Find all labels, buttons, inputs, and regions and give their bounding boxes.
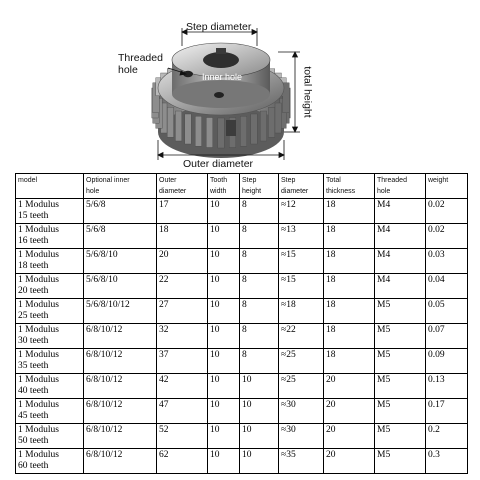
gear-tooth <box>260 111 266 141</box>
cell-model: 1 Modulus 20 teeth <box>16 274 84 299</box>
cell-step-diameter: ≈25 <box>279 349 324 374</box>
cell-threaded-hole: M4 <box>375 249 426 274</box>
cell-tooth-width: 10 <box>208 299 240 324</box>
cell-threaded-hole: M4 <box>375 274 426 299</box>
cell-model: 1 Modulus 45 teeth <box>16 399 84 424</box>
header-tooth-width: Tooth width <box>208 174 240 199</box>
cell-model: 1 Modulus 60 teeth <box>16 449 84 474</box>
cell-weight: 0.13 <box>426 374 468 399</box>
cell-step-diameter: ≈15 <box>279 249 324 274</box>
inner-hole-icon <box>203 52 239 68</box>
cell-outer-diameter: 20 <box>157 249 208 274</box>
gear-tooth <box>275 103 281 133</box>
cell-model: 1 Modulus 18 teeth <box>16 249 84 274</box>
cell-outer-diameter: 32 <box>157 324 208 349</box>
cell-tooth-width: 10 <box>208 224 240 249</box>
cell-tooth-width: 10 <box>208 449 240 474</box>
table-row <box>16 274 468 299</box>
cell-inner-hole: 6/8/10/12 <box>84 374 157 399</box>
cell-step-diameter: ≈15 <box>279 274 324 299</box>
cell-weight: 0.17 <box>426 399 468 424</box>
gear-tooth <box>175 111 181 141</box>
gear-tooth <box>240 116 246 146</box>
header-total-thickness: Total thickness <box>324 174 375 199</box>
cell-threaded-hole: M5 <box>375 424 426 449</box>
cell-step-diameter: ≈35 <box>279 449 324 474</box>
cell-weight: 0.09 <box>426 349 468 374</box>
cell-model: 1 Modulus 50 teeth <box>16 424 84 449</box>
cell-weight: 0.03 <box>426 249 468 274</box>
cell-model: 1 Modulus 16 teeth <box>16 224 84 249</box>
gear-tooth <box>195 116 201 146</box>
cell-inner-hole: 5/6/8 <box>84 224 157 249</box>
cell-weight: 0.02 <box>426 224 468 249</box>
cell-total-thickness: 20 <box>324 374 375 399</box>
cell-inner-hole: 6/8/10/12 <box>84 424 157 449</box>
table-row <box>16 349 468 374</box>
cell-inner-hole: 5/6/8/10 <box>84 274 157 299</box>
cell-total-thickness: 18 <box>324 224 375 249</box>
cell-outer-diameter: 62 <box>157 449 208 474</box>
cell-step-diameter: ≈13 <box>279 224 324 249</box>
cell-threaded-hole: M5 <box>375 399 426 424</box>
cell-outer-diameter: 37 <box>157 349 208 374</box>
table-row <box>16 424 468 449</box>
cell-total-thickness: 20 <box>324 424 375 449</box>
cell-step-height: 8 <box>240 199 279 224</box>
table-row <box>16 399 468 424</box>
outer-diameter-label: Outer diameter <box>183 158 254 170</box>
cell-tooth-width: 10 <box>208 374 240 399</box>
cell-model: 1 Modulus 30 teeth <box>16 324 84 349</box>
set-screw-icon <box>226 120 236 136</box>
table-row <box>16 374 468 399</box>
header-threaded-hole: Threaded hole <box>375 174 426 199</box>
header-model: model <box>16 174 84 199</box>
cell-total-thickness: 18 <box>324 274 375 299</box>
gear-tooth <box>251 114 257 144</box>
table-row <box>16 224 468 249</box>
cell-outer-diameter: 47 <box>157 399 208 424</box>
cell-outer-diameter: 52 <box>157 424 208 449</box>
cell-model: 1 Modulus 25 teeth <box>16 299 84 324</box>
cell-outer-diameter: 27 <box>157 299 208 324</box>
cell-step-diameter: ≈18 <box>279 299 324 324</box>
cell-step-height: 10 <box>240 449 279 474</box>
cell-step-height: 10 <box>240 424 279 449</box>
table-row <box>16 324 468 349</box>
threaded-hole-label-line2: hole <box>118 64 138 76</box>
cell-step-height: 8 <box>240 274 279 299</box>
gear-tooth <box>167 107 173 137</box>
gear-tooth <box>268 107 274 137</box>
header-optional-inner-hole: Optional inner hole <box>84 174 157 199</box>
cell-tooth-width: 10 <box>208 324 240 349</box>
header-step-height: Step height <box>240 174 279 199</box>
cell-total-thickness: 18 <box>324 324 375 349</box>
gear-tooth <box>206 118 212 148</box>
cell-step-diameter: ≈30 <box>279 424 324 449</box>
cell-tooth-width: 10 <box>208 274 240 299</box>
cell-threaded-hole: M5 <box>375 349 426 374</box>
table-row <box>16 449 468 474</box>
cell-step-height: 10 <box>240 374 279 399</box>
cell-total-thickness: 18 <box>324 199 375 224</box>
cell-total-thickness: 20 <box>324 399 375 424</box>
cell-inner-hole: 5/6/8/10/12 <box>84 299 157 324</box>
cell-weight: 0.05 <box>426 299 468 324</box>
cell-step-diameter: ≈22 <box>279 324 324 349</box>
cell-weight: 0.3 <box>426 449 468 474</box>
cell-step-height: 8 <box>240 224 279 249</box>
cell-total-thickness: 18 <box>324 299 375 324</box>
cell-step-diameter: ≈30 <box>279 399 324 424</box>
cell-step-height: 8 <box>240 299 279 324</box>
table-row <box>16 249 468 274</box>
cell-threaded-hole: M4 <box>375 224 426 249</box>
cell-threaded-hole: M5 <box>375 324 426 349</box>
cell-inner-hole: 5/6/8/10 <box>84 249 157 274</box>
inner-hole-label: Inner hole <box>202 72 243 82</box>
cell-outer-diameter: 42 <box>157 374 208 399</box>
threaded-hole-icon-front <box>214 92 224 98</box>
cell-outer-diameter: 22 <box>157 274 208 299</box>
cell-inner-hole: 6/8/10/12 <box>84 324 157 349</box>
step-diameter-label: Step diameter <box>186 21 252 33</box>
cell-weight: 0.02 <box>426 199 468 224</box>
cell-step-height: 10 <box>240 399 279 424</box>
cell-tooth-width: 10 <box>208 249 240 274</box>
cell-model: 1 Modulus 40 teeth <box>16 374 84 399</box>
cell-inner-hole: 6/8/10/12 <box>84 449 157 474</box>
cell-tooth-width: 10 <box>208 424 240 449</box>
cell-step-height: 8 <box>240 249 279 274</box>
cell-model: 1 Modulus 15 teeth <box>16 199 84 224</box>
cell-step-diameter: ≈25 <box>279 374 324 399</box>
gear-tooth <box>185 114 191 144</box>
spec-table <box>15 173 468 474</box>
table-row <box>16 299 468 324</box>
cell-weight: 0.07 <box>426 324 468 349</box>
cell-weight: 0.2 <box>426 424 468 449</box>
threaded-hole-label-line1: Threaded <box>118 52 163 64</box>
total-height-label: total height <box>301 66 314 118</box>
cell-total-thickness: 20 <box>324 449 375 474</box>
cell-inner-hole: 5/6/8 <box>84 199 157 224</box>
cell-outer-diameter: 18 <box>157 224 208 249</box>
cell-step-height: 8 <box>240 324 279 349</box>
header-weight: weight <box>426 174 468 199</box>
cell-outer-diameter: 17 <box>157 199 208 224</box>
cell-tooth-width: 10 <box>208 349 240 374</box>
table-row <box>16 199 468 224</box>
cell-inner-hole: 6/8/10/12 <box>84 399 157 424</box>
cell-threaded-hole: M5 <box>375 299 426 324</box>
cell-step-diameter: ≈12 <box>279 199 324 224</box>
header-step-diameter: Step diameter <box>279 174 324 199</box>
cell-threaded-hole: M4 <box>375 199 426 224</box>
gear-tooth <box>218 118 224 148</box>
cell-step-height: 8 <box>240 349 279 374</box>
cell-model: 1 Modulus 35 teeth <box>16 349 84 374</box>
cell-total-thickness: 18 <box>324 349 375 374</box>
cell-threaded-hole: M5 <box>375 374 426 399</box>
cell-inner-hole: 6/8/10/12 <box>84 349 157 374</box>
cell-tooth-width: 10 <box>208 399 240 424</box>
cell-total-thickness: 18 <box>324 249 375 274</box>
cell-weight: 0.04 <box>426 274 468 299</box>
cell-threaded-hole: M5 <box>375 449 426 474</box>
table-header-row <box>16 174 468 199</box>
header-outer-diameter: Outer diameter <box>157 174 208 199</box>
cell-tooth-width: 10 <box>208 199 240 224</box>
